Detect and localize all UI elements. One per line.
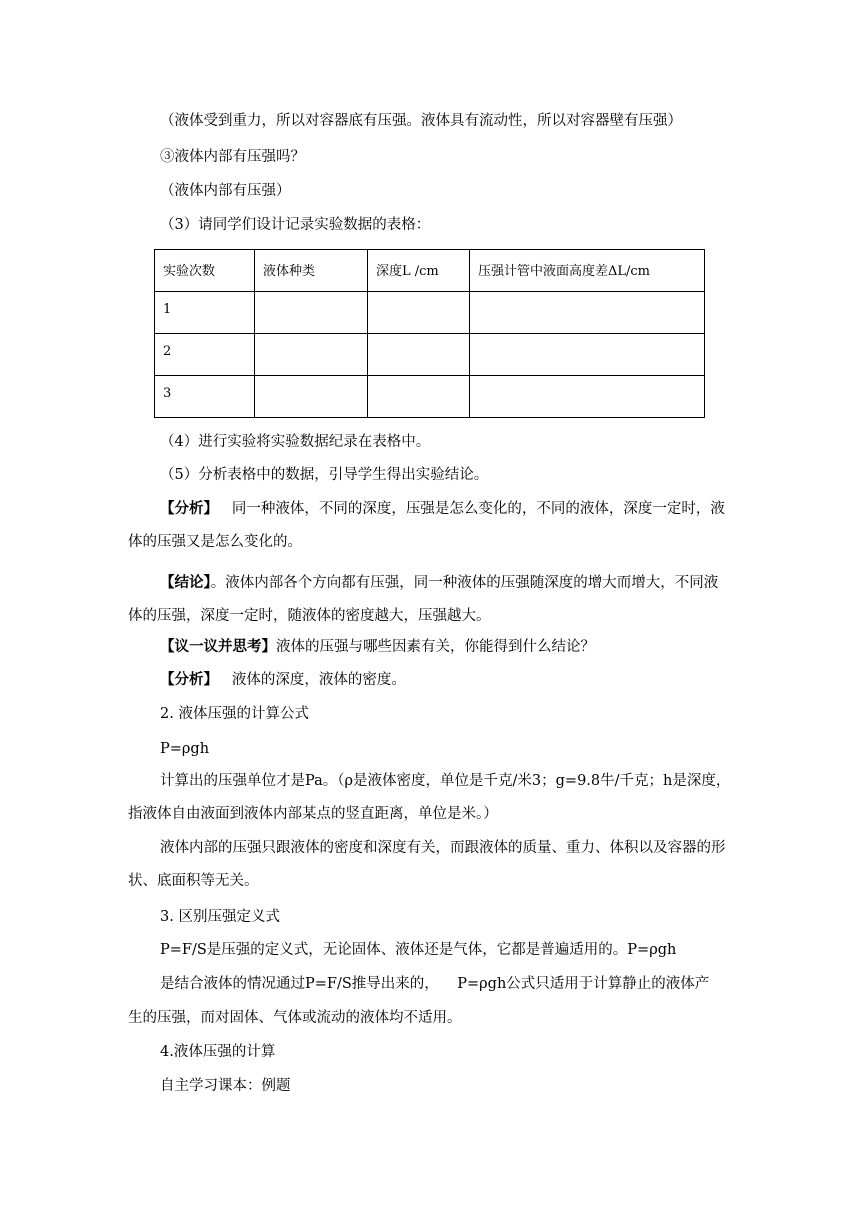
table-header-cell: 深度L /cm — [368, 250, 470, 292]
table-cell — [368, 376, 470, 418]
table-cell — [470, 376, 705, 418]
table-cell: 1 — [155, 292, 255, 334]
table-cell: 3 — [155, 376, 255, 418]
table-header-row — [155, 250, 705, 292]
table-row — [155, 292, 705, 334]
analysis-heading: 【分析】 — [160, 500, 218, 517]
paragraph-record: （4）进行实验将实验数据纪录在表格中。 — [160, 434, 431, 450]
table-cell — [368, 292, 470, 334]
formula: P=ρgh — [160, 741, 210, 757]
depends-text: 液体内部的压强只跟液体的密度和深度有关，而跟液体的质量、重力、体积以及容器的形状、底面积等无关。 — [128, 840, 726, 889]
paragraph-depends — [128, 832, 732, 898]
section-4-body: 自主学习课本：例题 — [160, 1078, 291, 1094]
definition-line-3: 生的压强，而对固体、气体或流动的液体均不适用。 — [128, 1010, 462, 1026]
discuss-heading: 【议一议并思考】 — [160, 638, 276, 655]
paragraph-gravity: （液体受到重力，所以对容器底有压强。液体具有流动性，所以对容器壁有压强） — [160, 113, 682, 129]
conclusion-heading: 【结论】 — [160, 574, 211, 591]
section-3-title: 3. 区别压强定义式 — [160, 909, 280, 925]
definition-line-2 — [160, 974, 709, 994]
analysis-text: 同一种液体，不同的深度，压强是怎么变化的，不同的液体，深度一定时，液体的压强又是怎么变化的。 — [128, 501, 725, 550]
table-header-cell: 实验次数 — [155, 250, 255, 292]
paragraph-answer: （液体内部有压强） — [160, 183, 291, 199]
table-header-cell: 压强计管中液面高度差ΔL/cm — [470, 250, 705, 292]
table-row — [155, 334, 705, 376]
experiment-table — [154, 249, 705, 418]
paragraph-conclusion — [128, 566, 732, 633]
definition-text-a: 是结合液体的情况通过P=F/S推导出来的， — [160, 976, 439, 992]
conclusion-text: 。液体内部各个方向都有压强，同一种液体的压强随深度的增大而增大，不同液体的压强，深度一定时，随液体的密度越大，压强越大。 — [128, 575, 719, 624]
table-cell — [255, 334, 368, 376]
table-cell — [470, 292, 705, 334]
paragraph-discuss — [160, 637, 595, 657]
table-cell: 2 — [155, 334, 255, 376]
table-cell — [470, 334, 705, 376]
definition-line-1: P=F/S是压强的定义式，无论固体、液体还是气体，它都是普遍适用的。P=ρgh — [160, 942, 677, 958]
paragraph-analysis-1 — [128, 492, 732, 559]
table-header-cell: 液体种类 — [255, 250, 368, 292]
table-cell — [255, 376, 368, 418]
paragraph-design-table: （3）请同学们设计记录实验数据的表格： — [160, 217, 431, 233]
discuss-text: 液体的压强与哪些因素有关，你能得到什么结论？ — [276, 639, 595, 655]
table-cell — [255, 292, 368, 334]
table-cell — [368, 334, 470, 376]
section-2-title: 2. 液体压强的计算公式 — [160, 706, 309, 722]
analysis-text: 液体的深度，液体的密度。 — [231, 672, 406, 688]
section-4-title: 4.液体压强的计算 — [160, 1044, 276, 1060]
analysis-heading: 【分析】 — [160, 671, 218, 688]
paragraph-formula-note — [128, 765, 732, 831]
formula-note-text: 计算出的压强单位才是Pa。（ρ是液体密度，单位是千克/米3；g=9.8牛/千克；h是深度，指液体自由液面到液体内部某点的竖直距离，单位是米。） — [128, 773, 731, 822]
paragraph-question: ③液体内部有压强吗？ — [160, 149, 305, 165]
definition-text-b: P=ρgh公式只适用于计算静止的液体产 — [457, 976, 710, 992]
paragraph-analysis-2 — [160, 670, 406, 690]
table-row — [155, 376, 705, 418]
paragraph-analyze: （5）分析表格中的数据，引导学生得出实验结论。 — [160, 467, 489, 483]
